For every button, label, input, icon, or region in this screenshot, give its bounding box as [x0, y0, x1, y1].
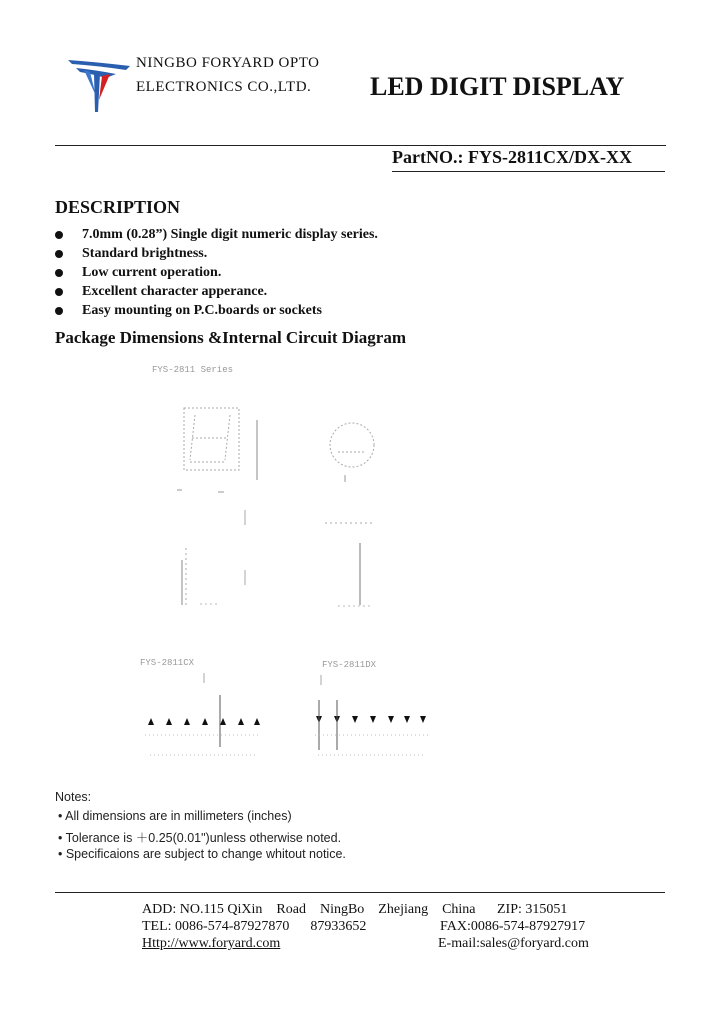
bullet-icon	[55, 250, 63, 258]
part-number: PartNO.: FYS-2811CX/DX-XX	[392, 147, 632, 167]
footer-divider	[55, 892, 665, 893]
circuit-cx-label: FYS-2811CX	[140, 658, 195, 668]
foryard-logo-icon	[66, 56, 132, 114]
footer-tel: TEL: 0086-574-87927870 87933652	[142, 919, 367, 934]
header-divider	[55, 145, 666, 146]
bullet-icon	[55, 231, 63, 239]
footer-address: ADD: NO.115 QiXin Road NingBo Zhejiang China	[142, 902, 476, 917]
bullet-icon	[55, 288, 63, 296]
package-heading: Package Dimensions &Internal Circuit Diagram	[55, 328, 406, 347]
description-item: Excellent character apperance.	[55, 284, 267, 300]
description-item: Standard brightness.	[55, 246, 207, 262]
circuit-dx-label: FYS-2811DX	[322, 660, 377, 670]
circuit-diagram	[140, 655, 440, 770]
footer-fax: FAX:0086-574-87927917	[440, 919, 586, 934]
note-item: • Specificaions are subject to change whitout notice.	[58, 847, 346, 861]
company-name-line2: ELECTRONICS CO.,LTD.	[136, 79, 312, 95]
footer-email: E-mail:sales@foryard.com	[438, 936, 589, 951]
note-item: • Tolerance is ＋0.25(0.01")unless otherwise noted.	[58, 831, 342, 845]
description-item: Easy mounting on P.C.boards or sockets	[55, 303, 322, 319]
document-title: LED DIGIT DISPLAY	[370, 72, 625, 101]
company-name-line1: NINGBO FORYARD OPTO	[136, 55, 320, 71]
part-number-underline	[392, 171, 665, 172]
notes-heading: Notes:	[55, 790, 92, 804]
website-link[interactable]: Http://www.foryard.com	[142, 936, 281, 951]
description-item: 7.0mm (0.28”) Single digit numeric display series.	[55, 227, 378, 243]
note-item: • All dimensions are in millimeters (inches)	[58, 809, 292, 823]
bullet-icon	[55, 307, 63, 315]
bullet-icon	[55, 269, 63, 277]
footer-zip: ZIP: 315051	[497, 902, 568, 917]
description-item: Low current operation.	[55, 265, 221, 281]
package-dimension-drawing	[140, 360, 440, 620]
description-heading: DESCRIPTION	[55, 197, 181, 217]
series-label: FYS-2811 Series	[152, 365, 234, 375]
